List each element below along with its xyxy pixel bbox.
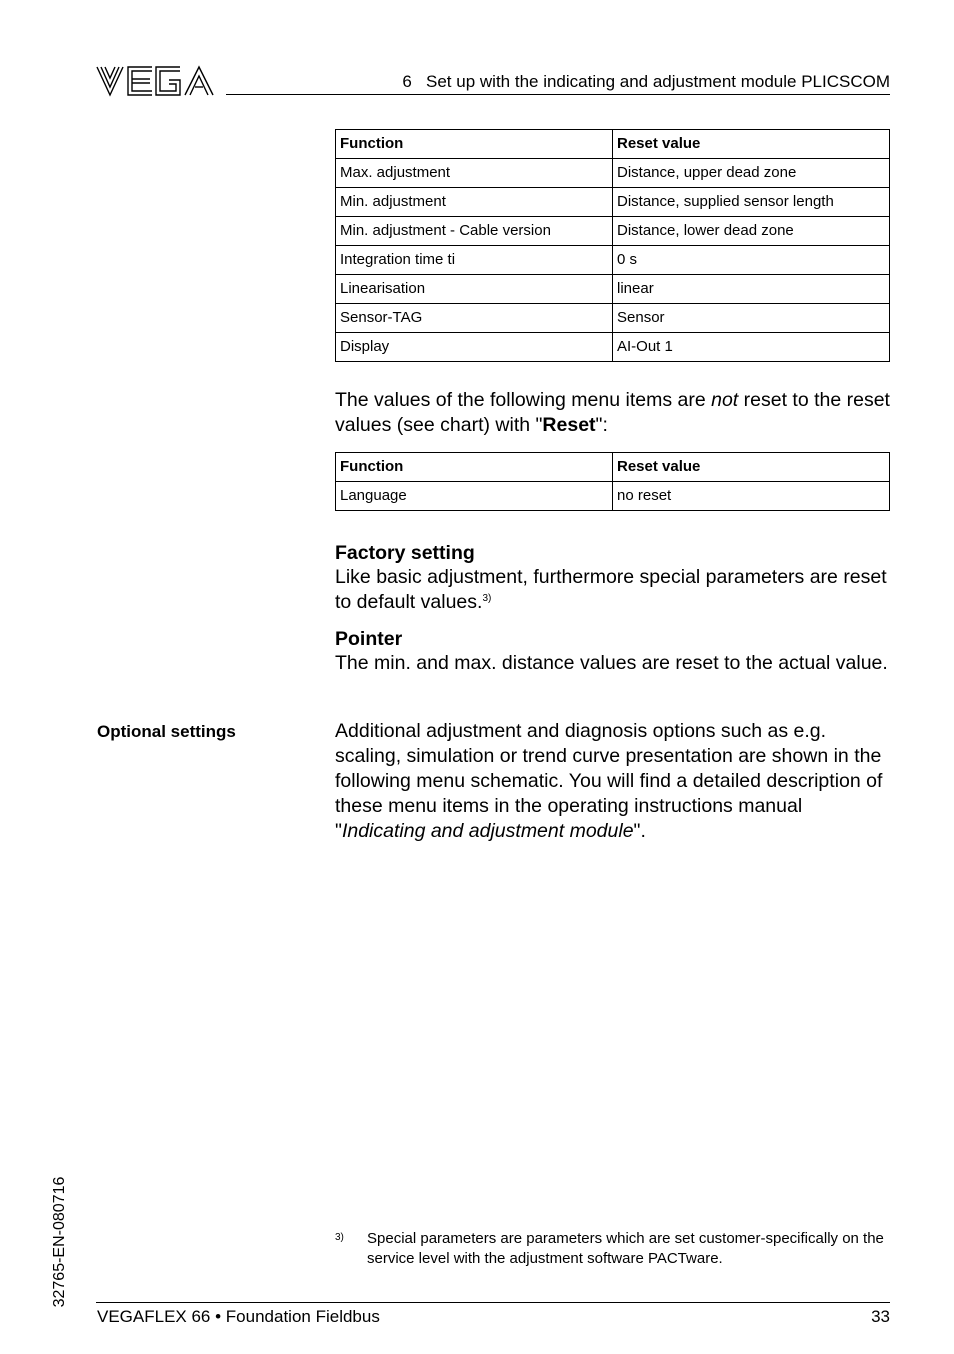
function-cell: Integration time ti (336, 246, 613, 275)
chapter-heading: 6 Set up with the indicating and adjustment module PLICSCOM (402, 72, 890, 91)
optional-text-1: Additional adjustment and diagnosis options such as e.g. scaling, simulation or trend curve presentation are shown in the following menu schematic. You will find a detailed description of these menu items in the operating instructions manual " (335, 720, 883, 842)
vega-logo (96, 64, 214, 98)
table-row (336, 217, 890, 246)
factory-setting-body: Like basic adjustment, furthermore special parameters are reset to default values. (335, 566, 887, 613)
factory-setting-text (335, 565, 895, 615)
reset-value-cell: Distance, lower dead zone (613, 217, 890, 246)
function-cell: Language (336, 482, 613, 511)
not-emphasis: not (711, 389, 739, 411)
pointer-heading: Pointer (335, 628, 403, 650)
table-row (336, 246, 890, 275)
header-rule (226, 94, 890, 95)
footer-product-name: VEGAFLEX 66 • Foundation Fieldbus (97, 1307, 380, 1326)
reset-values-table (335, 129, 890, 362)
not-reset-paragraph (335, 388, 895, 438)
footer-rule (96, 1302, 890, 1303)
optional-text-2: ". (633, 820, 646, 842)
document-id: 32765-EN-080716 (51, 1176, 68, 1308)
no-reset-table (335, 452, 890, 511)
table-row (336, 188, 890, 217)
table-header-row (336, 453, 890, 482)
reset-value-cell: no reset (613, 482, 890, 511)
reset-value-cell: Sensor (613, 304, 890, 333)
function-cell: Max. adjustment (336, 159, 613, 188)
table-row (336, 275, 890, 304)
table-header-row (336, 130, 890, 159)
reset-value-cell: Distance, supplied sensor length (613, 188, 890, 217)
reset-value-cell: linear (613, 275, 890, 304)
page-number: 33 (871, 1307, 890, 1326)
function-cell: Min. adjustment (336, 188, 613, 217)
reset-value-cell: Distance, upper dead zone (613, 159, 890, 188)
function-cell: Linearisation (336, 275, 613, 304)
column-header-function: Function (336, 130, 613, 159)
factory-setting-heading: Factory setting (335, 542, 475, 564)
table-row (336, 333, 890, 362)
pointer-text: The min. and max. distance values are reset to the actual value. (335, 652, 888, 674)
table-row (336, 482, 890, 511)
column-header-function: Function (336, 453, 613, 482)
column-header-reset-value: Reset value (613, 130, 890, 159)
not-reset-text-3: ": (595, 414, 608, 436)
reset-value-cell: AI-Out 1 (613, 333, 890, 362)
not-reset-text-1: The values of the following menu items are (335, 389, 712, 411)
optional-settings-label: Optional settings (97, 722, 236, 741)
column-header-reset-value: Reset value (613, 453, 890, 482)
table-row (336, 159, 890, 188)
manual-title: Indicating and adjustment module (341, 820, 634, 842)
optional-settings-text (335, 719, 895, 844)
footnote-mark: 3) (335, 1232, 344, 1243)
function-cell: Display (336, 333, 613, 362)
function-cell: Min. adjustment - Cable version (336, 217, 613, 246)
footnote-reference: 3) (482, 593, 492, 604)
reset-keyword: Reset (542, 414, 596, 436)
reset-value-cell: 0 s (613, 246, 890, 275)
footnote-text: Special parameters are parameters which are set customer-specifically on the service level with the adjustment software PACTware. (367, 1230, 884, 1267)
function-cell: Sensor-TAG (336, 304, 613, 333)
not-reset-text-2: reset to the reset values (see chart) with " (335, 389, 890, 436)
table-row (336, 304, 890, 333)
